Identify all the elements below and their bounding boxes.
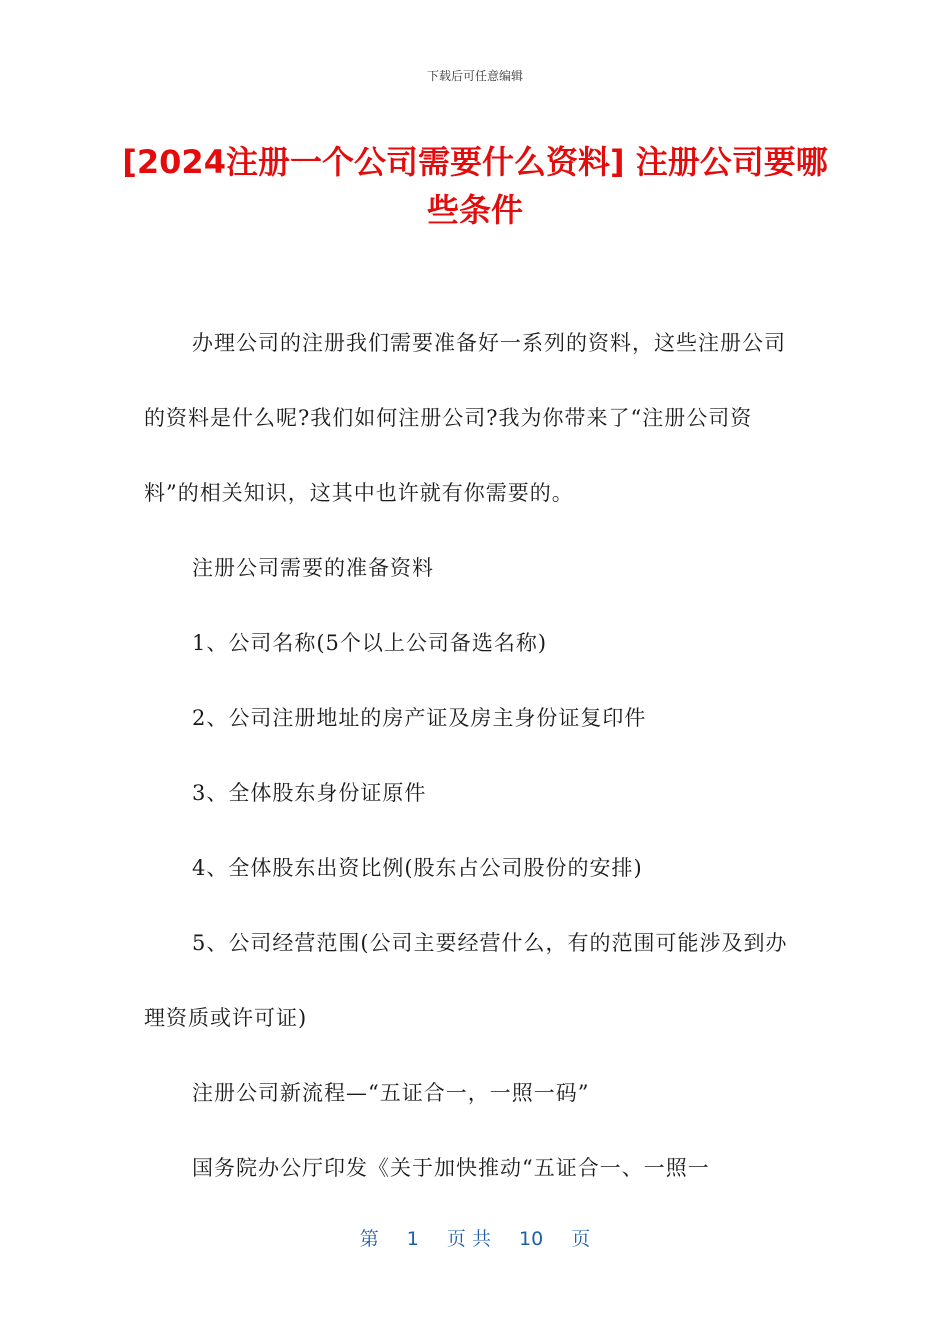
paragraph-intro: 办理公司的注册我们需要准备好一系列的资料，这些注册公司的资料是什么呢?我们如何注册公司?我为你带来了“注册公司资料”的相关知识，这其中也许就有你需要的。 xyxy=(144,331,786,505)
page-current: 1 xyxy=(406,1228,419,1250)
list-item: 4、全体股东出资比例(股东占公司股份的安排) xyxy=(192,856,643,880)
page-prefix: 第 xyxy=(359,1228,379,1250)
list-item: 3、全体股东身份证原件 xyxy=(192,781,427,805)
list-item: 1、公司名称(5个以上公司备选名称) xyxy=(192,631,548,655)
page-suffix: 页 xyxy=(571,1228,591,1250)
page-total: 10 xyxy=(519,1228,544,1250)
page-footer xyxy=(0,1224,950,1251)
paragraph-state-council: 国务院办公厅印发《关于加快推动“五证合一、一照一 xyxy=(192,1156,710,1180)
document-body xyxy=(144,306,798,1206)
document-title: [2024注册一个公司需要什么资料] 注册公司要哪些条件 xyxy=(122,143,828,229)
paragraph-heading-process: 注册公司新流程—“五证合一，一照一码” xyxy=(192,1081,590,1105)
list-item: 2、公司注册地址的房产证及房主身份证复印件 xyxy=(192,706,647,730)
header-note: 下载后可任意编辑 xyxy=(426,69,523,83)
page-mid: 页 共 xyxy=(446,1228,491,1250)
paragraph-heading-materials: 注册公司需要的准备资料 xyxy=(192,556,434,580)
list-item: 5、公司经营范围(公司主要经营什么，有的范围可能涉及到办理资质或许可证) xyxy=(144,931,788,1030)
